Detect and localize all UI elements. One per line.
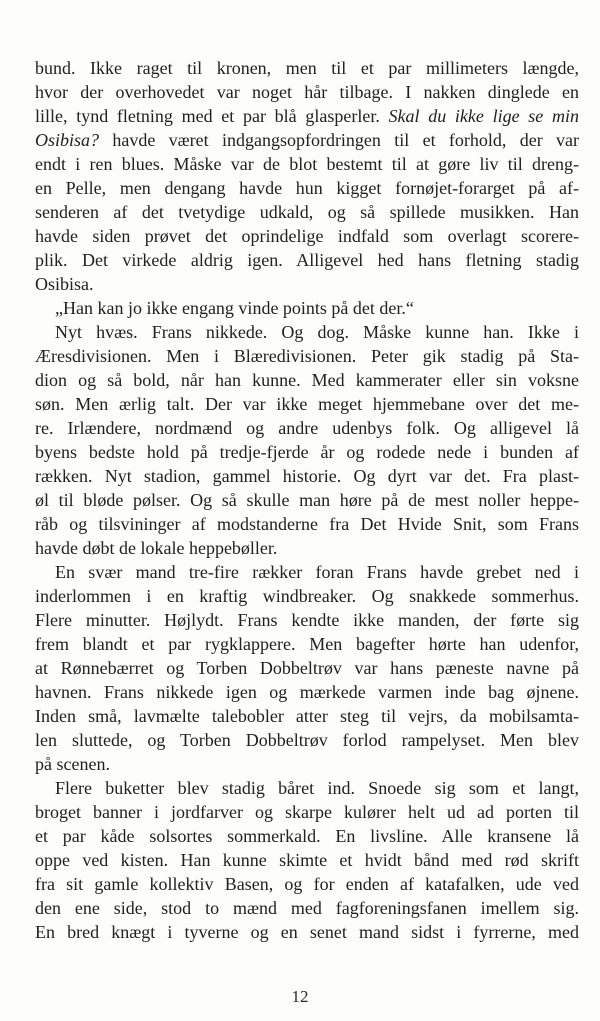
text-line: En svær mand tre-fire rækker foran Frans havde grebet ned i [55,562,579,582]
text-line: havde døbt de lokale heppebøller. [35,538,278,558]
text-line: hvor der overhovedet var noget hår tilbage. I nakken dinglede en [35,82,579,102]
text-line: plik. Det virkede aldrig igen. Alligevel hed hans fletning stadig [35,250,579,270]
text-line: en Pelle, men dengang havde hun kigget fornøjet-forarget på af- [35,178,579,198]
page-text [35,56,579,944]
text-line: „Han kan jo ikke engang vinde points på det der.“ [55,298,414,318]
italic-phrase: Osibisa? [35,130,100,150]
text-line: rækken. Nyt stadion, gammel historie. Og dyrt var det. Fra plast- [35,466,579,486]
text-line: råb og tilsvininger af modstanderne fra Det Hvide Snit, som Frans [35,514,579,534]
italic-phrase: Skal du ikke lige se min [388,106,579,126]
text-line: bund. Ikke raget til kronen, men til et par millimeters længde, [35,58,579,78]
text-line: dion og så bold, når han kunne. Med kammerater eller sin voksne [35,370,579,390]
text-line: på scenen. [35,754,110,774]
text-line: et par kåde solsortes sommerkald. En livsline. Alle kransene lå [35,826,579,846]
text-line: byens bedste hold på tredje-fjerde år og rodede nede i bunden af [35,442,579,462]
page-number: 12 [291,987,309,1006]
text-line: Æresdivisionen. Men i Blæredivisionen. Peter gik stadig på Sta- [35,346,579,366]
text-line: senderen af det tvetydige udkald, og så spillede musikken. Han [35,202,579,222]
text-line: len sluttede, og Torben Dobbeltrøv forlod rampelyset. Men blev [35,730,579,750]
text-line: lille, tynd fletning med et par blå glasperler. Skal du ikke lige se min [35,106,579,126]
text-line: broget banner i jordfarver og skarpe kulører helt ud ad porten til [35,802,579,822]
text-line: havde siden prøvet det oprindelige indfald som overlagt scorere- [35,226,579,246]
text-line: den ene side, stod to mænd med fagforeningsfanen imellem sig. [35,898,579,918]
text-line: fra sit gamle kollektiv Basen, og for enden af katafalken, ude ved [35,874,579,894]
text-line: havnen. Frans nikkede igen og mærkede varmen inde bag øjnene. [35,682,579,702]
text-line: Flere minutter. Højlydt. Frans kendte ikke manden, der førte sig [35,610,579,630]
text-line: endt i ren blues. Måske var de blot bestemt til at gøre liv til dreng- [35,154,579,174]
text-line: Inden små, lavmælte talebobler atter steg til vejrs, da mobilsamta- [35,706,579,726]
text-line: re. Irlændere, nordmænd og andre udenbys folk. Og alligevel lå [35,418,579,438]
text-line: frem blandt et par rygklappere. Men bagefter hørte han udenfor, [35,634,579,654]
text-line: oppe ved kisten. Han kunne skimte et hvidt bånd med rød skrift [35,850,579,870]
text-line: Osibisa? havde været indgangsopfordringen til et forhold, der var [35,130,579,150]
text-line: søn. Men ærlig talt. Der var ikke meget hjemmebane over det me- [35,394,579,414]
text-line: øl til bløde pølser. Og så skulle man høre på de mest noller heppe- [35,490,579,510]
text-line: at Rønnebærret og Torben Dobbeltrøv var hans pæneste navne på [35,658,579,678]
text-line: Flere buketter blev stadig båret ind. Snoede sig som et langt, [55,778,579,798]
text-line: En bred knægt i tyverne og en senet mand sidst i fyrrerne, med [35,922,579,942]
text-line: Nyt hvæs. Frans nikkede. Og dog. Måske kunne han. Ikke i [55,322,579,342]
text-line: Osibisa. [35,274,94,294]
text-line: inderlommen i en kraftig windbreaker. Og snakkede sommerhus. [35,586,579,606]
